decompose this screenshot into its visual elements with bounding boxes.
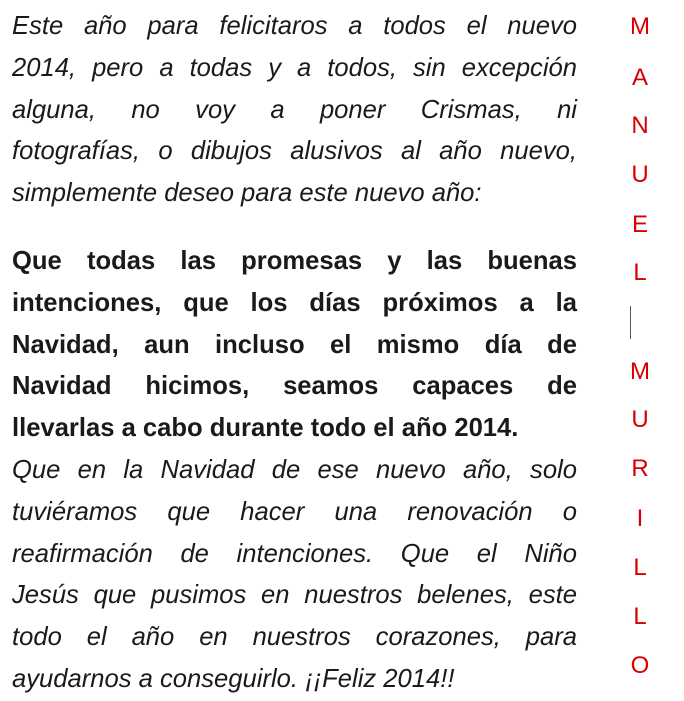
signature-letter: N <box>631 112 649 139</box>
text-line: 2014, pero a todas y a todos, sin excepción <box>12 53 577 82</box>
text-line: tuviéramos que hacer una renovación o <box>12 497 577 526</box>
text-line: intenciones, que los días próximos a la <box>12 288 577 317</box>
message-body <box>12 6 577 701</box>
signature-letter: L <box>633 603 647 630</box>
signature-letter: L <box>633 554 647 581</box>
signature-letter: R <box>631 455 649 482</box>
text-line: llevarlas a cabo durante todo el año 2014. <box>12 414 519 443</box>
signature-letter: U <box>631 406 649 433</box>
signature-letter: A <box>631 64 648 91</box>
signature-letter: I <box>636 505 644 532</box>
text-line: simplemente deseo para este nuevo año: <box>12 179 482 208</box>
text-line: ayudarnos a conseguirlo. ¡¡Feliz 2014!! <box>12 664 455 693</box>
signature-letter: M <box>630 13 650 40</box>
signature-letter: M <box>630 358 650 385</box>
text-line: Navidad, aun incluso el mismo día de <box>12 330 577 359</box>
intro-paragraph <box>12 6 577 215</box>
text-line: Este año para felicitaros a todos el nuevo <box>12 12 577 40</box>
signature-letter: E <box>631 211 648 238</box>
text-line: fotografías, o dibujos alusivos al año nuevo, <box>12 137 577 166</box>
signature-letter: L <box>633 259 647 286</box>
signature-letter: O <box>630 652 650 679</box>
text-line: Navidad hicimos, seamos capaces de <box>12 372 577 401</box>
text-line: Que todas las promesas y las buenas <box>12 246 577 275</box>
text-line: reafirmación de intenciones. Que el Niño <box>12 539 577 568</box>
signature-letter: U <box>631 161 649 188</box>
signature-divider <box>630 306 631 339</box>
text-line: alguna, no voy a poner Crismas, ni <box>12 95 577 124</box>
text-line: Jesús que pusimos en nuestros belenes, este <box>12 581 577 610</box>
text-line: Que en la Navidad de ese nuevo año, solo <box>12 455 577 484</box>
text-line: todo el año en nuestros corazones, para <box>12 623 577 652</box>
closing-paragraph <box>12 450 577 701</box>
wish-paragraph <box>12 241 577 450</box>
